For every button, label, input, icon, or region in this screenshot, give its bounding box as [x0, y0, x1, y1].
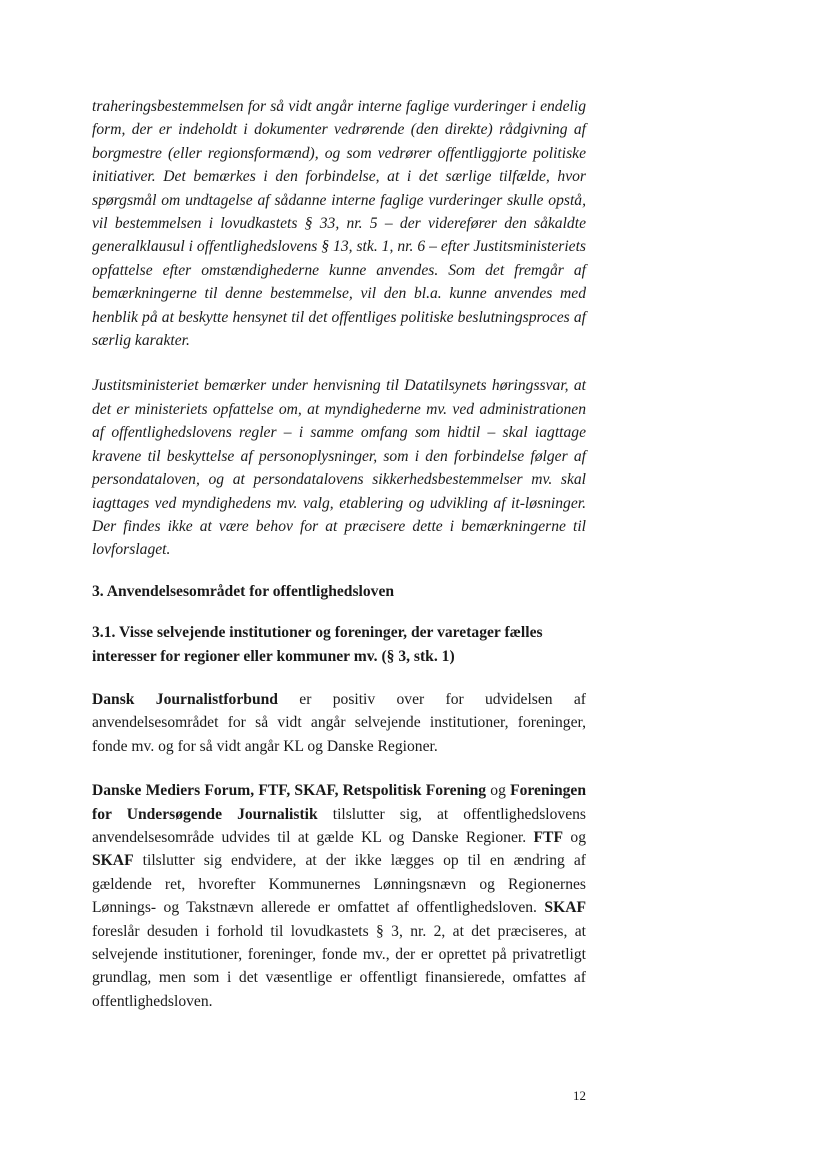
page-body: [92, 95, 586, 1013]
conjunction: og: [562, 828, 586, 846]
paragraph-journalist-union: [92, 688, 586, 758]
org-name: Danske Mediers Forum, FTF, SKAF, Retspolitisk Forening: [92, 782, 487, 800]
page-number: 12: [573, 1088, 586, 1103]
org-name: FTF: [533, 828, 563, 846]
paragraph-text: foreslår desuden i forhold til lovudkastets § 3, nr. 2, at det præciseres, at selvejende institutioner, foreninger, fonde mv., der er oprettet på privatretligt grundlag, men som i det væsentlige er offentligt finansierede, omfattes af offentlighedsloven.: [92, 922, 586, 1010]
conjunction: og: [486, 782, 511, 800]
paragraph-media-forum: [92, 779, 586, 1013]
paragraph-text: tilslutter sig endvidere, at der ikke lægges op til en ændring af gældende ret, hvorefter Kommunernes Lønningsnævn og Regionernes Lønnings- og Takstnævn allerede er omfattet af offentlighedsloven.: [92, 852, 586, 917]
section-heading-3: 3. Anvendelsesområdet for offentlighedsloven: [92, 582, 395, 600]
paragraph-justice-ministry-data-protection: Justitsministeriet bemærker under henvisning til Datatilsynets høringssvar, at det er ministeriets opfattelse om, at myndighederne mv. ved administrationen af offentlighedslovens regler – i samme omfang som hidtil – skal iagttage kravene til beskyttelse af personoplysninger, som i den forbindelse følger af persondataloven, og at persondatalovens sikkerhedsbestemmelser mv. skal iagttages ved myndighedens mv. valg, etablering og udvikling af it-løsninger. Der findes ikke at være behov for at præcisere dette i bemærkningerne til lovforslaget.: [92, 377, 586, 559]
section-heading-3-1: 3.1. Visse selvejende institutioner og foreninger, der varetager fælles interesser for regioner eller kommuner mv. (§ 3, stk. 1): [92, 624, 543, 665]
org-name: Dansk Journalistforbund: [92, 690, 278, 708]
paragraph-internal-assessments: traheringsbestemmelsen for så vidt angår interne faglige vurderinger i endelig form, der er indeholdt i dokumenter vedrørende (den direkte) rådgivning af borgmestre (eller regionsformænd), og som vedrører offentliggjorte politiske initiativer. Det bemærkes i den forbindelse, at i det særlige tilfælde, hvor spørgsmål om undtagelse af sådanne interne faglige vurderinger skulle opstå, vil bestemmelsen i lovudkastets § 33, nr. 5 – der viderefører den såkaldte generalklausul i offentlighedslovens § 13, stk. 1, nr. 6 – efter Justitsministeriets opfattelse efter omstændighederne kunne anvendes. Som det fremgår af bemærkningerne til denne bestemmelse, vil den bl.a. kunne anvendes med henblik på at beskytte hensynet til det offentliges politiske beslutningsproces af særlig karakter.: [92, 98, 586, 350]
paragraph-text: tilslutter sig, at offentlighedslovens anvendelsesområde udvides til at gælde KL og Danske Regioner.: [92, 805, 586, 846]
org-name: SKAF: [544, 899, 586, 917]
org-name: Foreningen for Undersøgende Journalistik: [92, 782, 587, 823]
org-name: SKAF: [92, 852, 134, 870]
paragraph-text: er positiv over for udvidelsen af anvendelsesområdet for så vidt angår selvejende institutioner, foreninger, fonde mv. og for så vidt angår KL og Danske Regioner.: [92, 690, 587, 755]
